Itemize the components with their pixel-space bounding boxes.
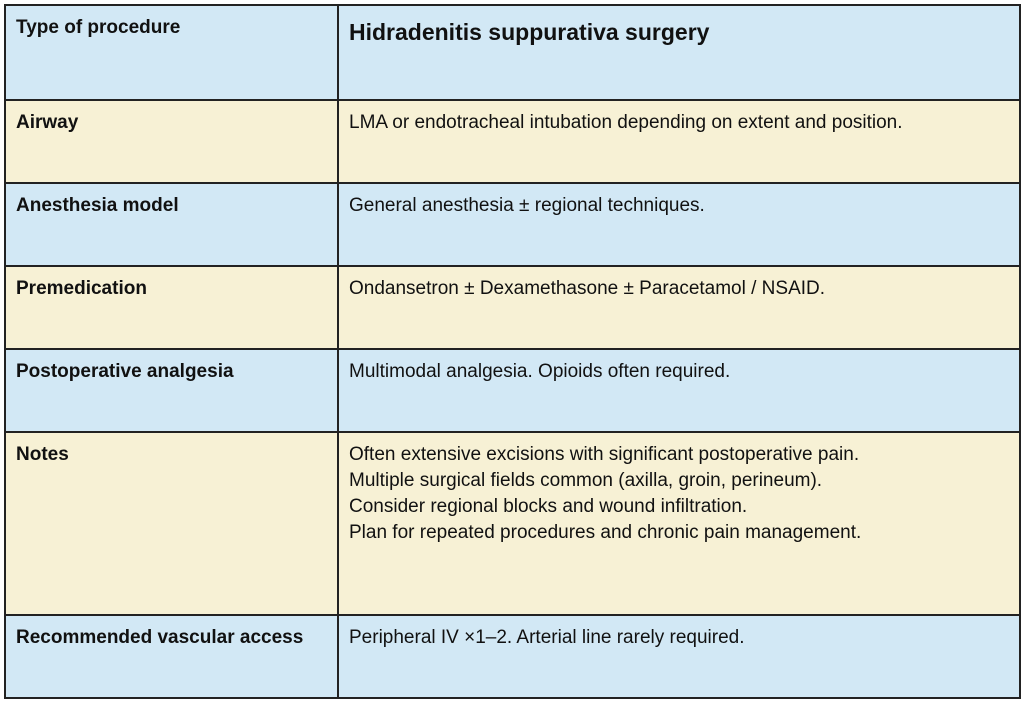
header-title-cell bbox=[338, 5, 1020, 100]
table-row bbox=[5, 183, 1020, 266]
row-label: Postoperative analgesia bbox=[5, 349, 338, 432]
row-value bbox=[338, 100, 1020, 183]
value-line: Ondansetron ± Dexamethasone ± Paracetamol / NSAID. bbox=[349, 278, 826, 299]
value-line: Multimodal analgesia. Opioids often required. bbox=[349, 361, 731, 382]
row-label: Anesthesia model bbox=[5, 183, 338, 266]
value-line: Plan for repeated procedures and chronic pain management. bbox=[349, 522, 862, 543]
table-row bbox=[5, 349, 1020, 432]
row-value bbox=[338, 349, 1020, 432]
procedure-title: Hidradenitis suppurativa surgery bbox=[349, 19, 710, 45]
value-line: LMA or endotracheal intubation depending on extent and position. bbox=[349, 112, 903, 133]
value-line: Peripheral IV ×1–2. Arterial line rarely required. bbox=[349, 627, 745, 648]
row-value bbox=[338, 432, 1020, 615]
value-line: Often extensive excisions with significant postoperative pain. bbox=[349, 444, 860, 465]
row-value bbox=[338, 183, 1020, 266]
row-label: Recommended vascular access bbox=[5, 615, 338, 698]
header-label: Type of procedure bbox=[5, 5, 338, 100]
value-line: Multiple surgical fields common (axilla, groin, perineum). bbox=[349, 470, 823, 491]
table-row bbox=[5, 432, 1020, 615]
row-value bbox=[338, 615, 1020, 698]
value-line: General anesthesia ± regional techniques. bbox=[349, 195, 705, 216]
value-line: Consider regional blocks and wound infiltration. bbox=[349, 496, 748, 517]
row-label: Airway bbox=[5, 100, 338, 183]
row-label: Premedication bbox=[5, 266, 338, 349]
table-row bbox=[5, 266, 1020, 349]
table-row bbox=[5, 100, 1020, 183]
row-label: Notes bbox=[5, 432, 338, 615]
row-value bbox=[338, 266, 1020, 349]
table-row-header bbox=[5, 5, 1020, 100]
table-row bbox=[5, 615, 1020, 698]
procedure-table bbox=[4, 4, 1021, 699]
